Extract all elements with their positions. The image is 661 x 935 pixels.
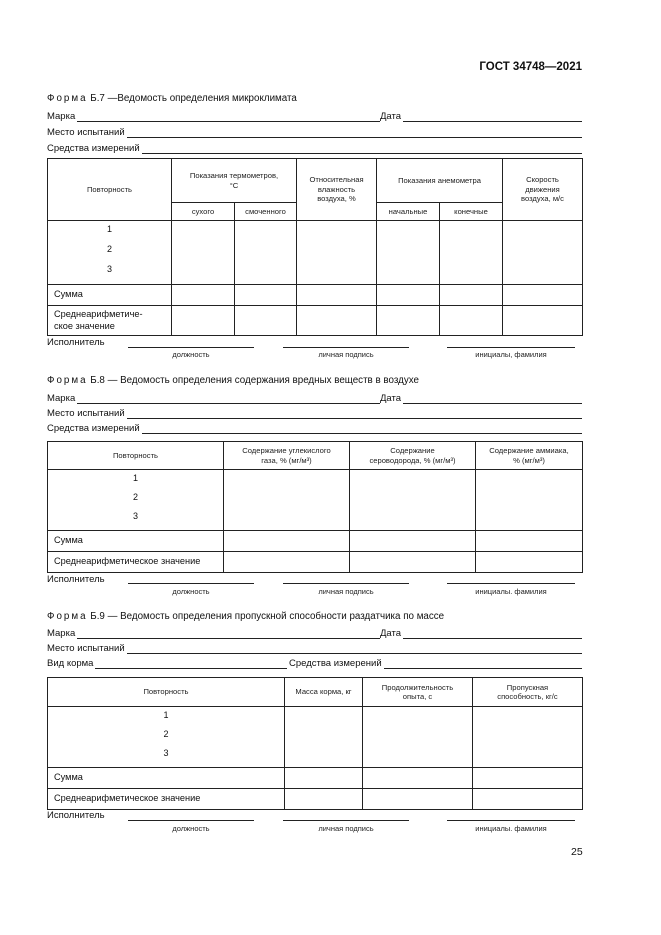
marka-line[interactable] xyxy=(47,403,380,404)
table-row xyxy=(48,531,583,552)
sredstva-label: Средства измерений xyxy=(47,423,140,434)
data-line[interactable] xyxy=(380,638,582,639)
b9-header-massa: Масса корма, кг xyxy=(285,678,363,707)
marka-label: Марка xyxy=(47,393,76,404)
b7-cell[interactable] xyxy=(440,221,503,285)
b7-cell[interactable] xyxy=(440,306,503,336)
b9-cell[interactable] xyxy=(363,768,473,789)
b7-vlazhnost-l3: воздуха, % xyxy=(317,194,356,204)
b9-row-2: 2 xyxy=(163,729,169,739)
b9-initsialy-caption: инициалы. фамилия xyxy=(475,824,547,833)
b7-header-anemometr: Показания анемометра xyxy=(377,159,503,203)
b8-cell[interactable] xyxy=(350,470,476,531)
b8-podpis-line[interactable] xyxy=(283,583,409,584)
b7-cell[interactable] xyxy=(503,306,583,336)
marka-line[interactable] xyxy=(47,121,380,122)
b7-dolzhnost-caption: должность xyxy=(172,350,210,359)
b9-ispolnitel-label: Исполнитель xyxy=(47,810,105,821)
mesto-line[interactable] xyxy=(47,418,582,419)
sredstva-label: Средства измерений xyxy=(47,143,140,154)
b9-row-3: 3 xyxy=(163,748,169,758)
b8-header-h2s xyxy=(350,442,476,470)
b9-cell[interactable] xyxy=(285,707,363,768)
b9-cell[interactable] xyxy=(473,768,583,789)
b9-prodolzh-l1: Продолжительность xyxy=(381,682,454,692)
mesto-label: Место испытаний xyxy=(47,408,125,419)
b8-co2-l1: Содержание углекислого xyxy=(242,446,331,456)
b8-summa-label: Сумма xyxy=(48,531,224,552)
b8-dolzhnost-caption: должность xyxy=(172,587,210,596)
b8-dolzhnost-line[interactable] xyxy=(128,583,254,584)
b7-cell[interactable] xyxy=(172,306,235,336)
form-b8-prefix: Форма xyxy=(47,375,88,386)
form-b9-title xyxy=(47,611,444,622)
b8-cell[interactable] xyxy=(224,470,350,531)
b9-podpis-line[interactable] xyxy=(283,820,409,821)
b7-header-konechnye: конечные xyxy=(440,203,503,221)
form-b8-table xyxy=(47,441,583,573)
b7-cell[interactable] xyxy=(440,285,503,306)
data-label: Дата xyxy=(380,393,402,404)
b7-cell[interactable] xyxy=(503,285,583,306)
page-number: 25 xyxy=(571,846,583,858)
b9-row-1: 1 xyxy=(163,710,169,720)
b9-srednee-label: Среднеарифметическое значение xyxy=(48,789,285,810)
b7-cell[interactable] xyxy=(235,285,297,306)
b7-rows-cell xyxy=(48,221,172,285)
data-line[interactable] xyxy=(380,121,582,122)
b7-srednee-label xyxy=(48,306,172,336)
b7-cell[interactable] xyxy=(235,221,297,285)
data-label: Дата xyxy=(380,628,402,639)
b7-initsialy-line[interactable] xyxy=(447,347,575,348)
b8-h2s-l2: сероводорода, % (мг/м³) xyxy=(369,455,456,465)
form-b7-title-text: Б.7 —Ведомость определения микроклимата xyxy=(90,93,297,104)
b8-initsialy-caption: инициалы. фамилия xyxy=(475,587,547,596)
table-row xyxy=(48,285,583,306)
b7-termometr-unit: °С xyxy=(229,180,239,190)
b7-cell[interactable] xyxy=(377,306,440,336)
b7-cell[interactable] xyxy=(377,285,440,306)
b7-cell[interactable] xyxy=(235,306,297,336)
b9-cell[interactable] xyxy=(285,768,363,789)
b8-cell[interactable] xyxy=(224,552,350,573)
b8-nh3-l1: Содержание аммиака, xyxy=(489,446,569,456)
data-label: Дата xyxy=(380,111,402,122)
b8-co2-l2: газа, % (мг/м³) xyxy=(261,455,312,465)
table-row xyxy=(48,470,583,531)
b7-skorost-l1: Скорость xyxy=(526,175,559,185)
b9-cell[interactable] xyxy=(285,789,363,810)
b7-cell[interactable] xyxy=(297,306,377,336)
b8-cell[interactable] xyxy=(476,552,583,573)
marka-line[interactable] xyxy=(47,638,380,639)
b7-termometr-label: Показания термометров, xyxy=(189,171,279,181)
b7-cell[interactable] xyxy=(297,221,377,285)
form-b7-table xyxy=(47,158,583,336)
b7-header-vlazhnost xyxy=(297,159,377,221)
sredstva-label: Средства измерений xyxy=(289,658,382,669)
b7-skorost-l3: воздуха, м/с xyxy=(521,194,564,204)
b7-header-nachalnye: начальные xyxy=(377,203,440,221)
b7-header-povtornost: Повторность xyxy=(48,159,172,221)
table-row xyxy=(48,306,583,336)
b7-summa-label: Сумма xyxy=(48,285,172,306)
b7-cell[interactable] xyxy=(377,221,440,285)
form-b9-title-text: Б.9 — Ведомость определения пропускной способности раздатчика по массе xyxy=(90,611,445,622)
b7-vlazhnost-l1: Относительная xyxy=(309,175,364,185)
b7-initsialy-caption: инициалы, фамилия xyxy=(475,350,547,359)
b7-dolzhnost-line[interactable] xyxy=(128,347,254,348)
b8-podpis-caption: личная подпись xyxy=(318,587,374,596)
b8-header-co2 xyxy=(224,442,350,470)
b9-propusk-l1: Пропускная xyxy=(506,682,549,692)
data-line[interactable] xyxy=(380,403,582,404)
b8-header-nh3 xyxy=(476,442,583,470)
b9-header-prodolzh xyxy=(363,678,473,707)
form-b7-prefix: Форма xyxy=(47,93,88,104)
b7-podpis-line[interactable] xyxy=(283,347,409,348)
b8-row-1: 1 xyxy=(132,473,138,483)
b8-initsialy-line[interactable] xyxy=(447,583,575,584)
b9-dolzhnost-caption: должность xyxy=(172,824,210,833)
mesto-line[interactable] xyxy=(47,653,582,654)
b7-vlazhnost-l2: влажность xyxy=(317,184,356,194)
b8-header-povtornost: Повторность xyxy=(48,442,224,470)
table-row xyxy=(48,789,583,810)
b8-rows-cell xyxy=(48,470,224,531)
b7-header-smochennogo: смоченного xyxy=(235,203,297,221)
b8-row-3: 3 xyxy=(132,511,138,521)
b7-row-1: 1 xyxy=(106,224,112,234)
b7-cell[interactable] xyxy=(297,285,377,306)
b7-row-2: 2 xyxy=(106,244,112,254)
b7-srednee-l2: ское значение xyxy=(54,320,115,331)
b8-cell[interactable] xyxy=(350,552,476,573)
b8-cell[interactable] xyxy=(224,531,350,552)
form-b8-title xyxy=(47,375,419,386)
mesto-line[interactable] xyxy=(47,137,582,138)
marka-label: Марка xyxy=(47,628,76,639)
b7-podpis-caption: личная подпись xyxy=(318,350,374,359)
b7-header-sukhogo: сухого xyxy=(172,203,235,221)
b9-header-propusk xyxy=(473,678,583,707)
form-b7-title xyxy=(47,93,297,104)
b8-cell[interactable] xyxy=(350,531,476,552)
b9-rows-cell xyxy=(48,707,285,768)
b7-ispolnitel-label: Исполнитель xyxy=(47,337,105,348)
b9-header-povtornost: Повторность xyxy=(48,678,285,707)
form-b9-prefix: Форма xyxy=(47,611,88,622)
b9-summa-label: Сумма xyxy=(48,768,285,789)
table-row xyxy=(48,768,583,789)
mesto-label: Место испытаний xyxy=(47,127,125,138)
form-b9-table xyxy=(47,677,583,810)
b9-cell[interactable] xyxy=(473,789,583,810)
b9-initsialy-line[interactable] xyxy=(447,820,575,821)
b7-header-skorost xyxy=(503,159,583,221)
b7-cell[interactable] xyxy=(172,221,235,285)
mesto-label: Место испытаний xyxy=(47,643,125,654)
vid-korma-label: Вид корма xyxy=(47,658,94,669)
b9-cell[interactable] xyxy=(473,707,583,768)
table-row xyxy=(48,552,583,573)
b8-cell[interactable] xyxy=(476,531,583,552)
b7-row-3: 3 xyxy=(106,264,112,274)
b7-header-termometr xyxy=(172,159,297,203)
b8-srednee-label: Среднеарифметическое значение xyxy=(48,552,224,573)
b7-cell[interactable] xyxy=(172,285,235,306)
b8-ispolnitel-label: Исполнитель xyxy=(47,574,105,585)
b8-h2s-l1: Содержание xyxy=(390,446,435,456)
b9-prodolzh-l2: опыта, с xyxy=(402,692,433,701)
b8-nh3-l2: % (мг/м³) xyxy=(513,455,545,465)
form-b8-title-text: Б.8 — Ведомость определения содержания вредных веществ в воздухе xyxy=(90,375,419,386)
table-row xyxy=(48,707,583,768)
b7-srednee-l1: Среднеарифметиче- xyxy=(54,308,143,319)
table-row xyxy=(48,221,583,285)
document-id: ГОСТ 34748—2021 xyxy=(479,61,582,73)
marka-label: Марка xyxy=(47,111,76,122)
b7-skorost-l2: движения xyxy=(525,184,560,194)
b9-dolzhnost-line[interactable] xyxy=(128,820,254,821)
b9-cell[interactable] xyxy=(363,789,473,810)
b9-podpis-caption: личная подпись xyxy=(318,824,374,833)
b9-cell[interactable] xyxy=(363,707,473,768)
b8-cell[interactable] xyxy=(476,470,583,531)
b9-propusk-l2: способность, кг/с xyxy=(497,692,558,701)
b8-row-2: 2 xyxy=(132,492,138,502)
b7-cell[interactable] xyxy=(503,221,583,285)
